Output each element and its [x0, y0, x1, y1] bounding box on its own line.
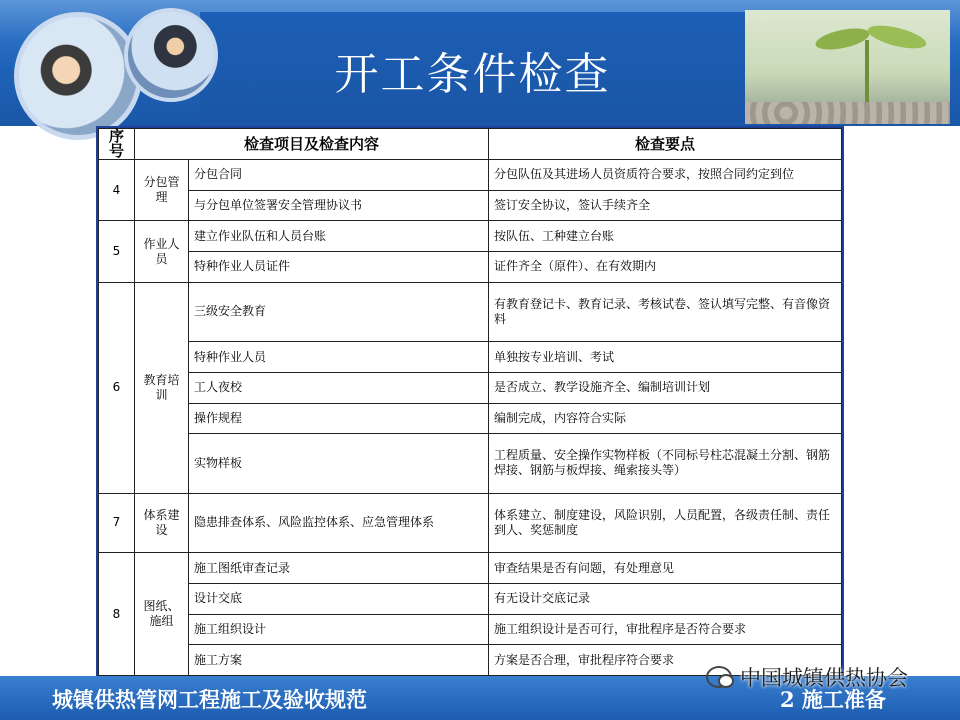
check-point: 有教育登记卡、教育记录、考核试卷、签认填写完整、有音像资料 — [489, 282, 842, 341]
table-row — [99, 553, 842, 584]
check-point: 签订安全协议，签认手续齐全 — [489, 190, 842, 221]
pebbles — [745, 102, 950, 124]
group-category: 教育培训 — [135, 282, 189, 493]
check-item: 特种作业人员 — [189, 342, 489, 373]
table-row — [99, 282, 842, 341]
group-number: 8 — [99, 553, 135, 676]
inspection-table — [96, 126, 844, 678]
group-number: 6 — [99, 282, 135, 493]
table-row — [99, 403, 842, 434]
check-item: 特种作业人员证件 — [189, 252, 489, 283]
table-row — [99, 614, 842, 645]
check-item: 施工组织设计 — [189, 614, 489, 645]
check-point: 分包队伍及其进场人员资质符合要求，按照合同约定到位 — [489, 160, 842, 191]
group-category: 分包管理 — [135, 160, 189, 221]
group-category: 作业人员 — [135, 221, 189, 282]
check-item: 与分包单位签署安全管理协议书 — [189, 190, 489, 221]
group-category: 体系建设 — [135, 493, 189, 552]
check-point: 工程质量、安全操作实物样板（不同标号柱芯混凝土分割、钢筋焊接、钢筋与板焊接、绳索接头等） — [489, 434, 842, 493]
brand-watermark — [706, 664, 908, 690]
check-item: 设计交底 — [189, 583, 489, 614]
check-point: 审查结果是否有问题，有处理意见 — [489, 553, 842, 584]
check-item: 施工图纸审查记录 — [189, 553, 489, 584]
header-point: 检查要点 — [489, 129, 842, 160]
brand-name: 中国城镇供热协会 — [740, 666, 908, 690]
sprout-leaf-right — [866, 21, 929, 53]
check-item: 隐患排查体系、风险监控体系、应急管理体系 — [189, 493, 489, 552]
table-row — [99, 252, 842, 283]
check-item: 实物样板 — [189, 434, 489, 493]
table-row — [99, 160, 842, 191]
footer-section-label: 2 施工准备 — [780, 687, 886, 712]
table-row — [99, 342, 842, 373]
check-point: 是否成立、教学设施齐全、编制培训计划 — [489, 372, 842, 403]
check-point: 单独按专业培训、考试 — [489, 342, 842, 373]
check-point: 施工组织设计是否可行，审批程序是否符合要求 — [489, 614, 842, 645]
sprout-leaf-left — [814, 24, 872, 53]
page-title: 开工条件检查 — [334, 49, 611, 100]
sprout-photo — [745, 10, 950, 124]
check-point: 方案是否合理，审批程序符合要求 — [489, 645, 842, 676]
check-item: 施工方案 — [189, 645, 489, 676]
table-row — [99, 372, 842, 403]
check-item: 三级安全教育 — [189, 282, 489, 341]
check-point: 编制完成，内容符合实际 — [489, 403, 842, 434]
check-item: 建立作业队伍和人员台账 — [189, 221, 489, 252]
check-item: 分包合同 — [189, 160, 489, 191]
group-category: 图纸、施组 — [135, 553, 189, 676]
group-number: 5 — [99, 221, 135, 282]
check-point: 证件齐全（原件）、在有效期内 — [489, 252, 842, 283]
wechat-icon — [706, 666, 732, 688]
table-row — [99, 190, 842, 221]
group-number: 7 — [99, 493, 135, 552]
check-point: 有无设计交底记录 — [489, 583, 842, 614]
check-point: 按队伍、工种建立台账 — [489, 221, 842, 252]
table-row — [99, 221, 842, 252]
table-row — [99, 493, 842, 552]
business-people-photo — [14, 12, 142, 140]
check-point: 体系建立、制度建设，风险识别，人员配置，各级责任制、责任到人、奖惩制度 — [489, 493, 842, 552]
table-row — [99, 583, 842, 614]
header-item: 检查项目及检查内容 — [135, 129, 489, 160]
check-item: 操作规程 — [189, 403, 489, 434]
footer-title: 城镇供热管网工程施工及验收规范 — [52, 687, 367, 712]
header-no: 序号 — [99, 129, 135, 160]
group-number: 4 — [99, 160, 135, 221]
table-header-row — [99, 129, 842, 160]
table-row — [99, 434, 842, 493]
check-item: 工人夜校 — [189, 372, 489, 403]
